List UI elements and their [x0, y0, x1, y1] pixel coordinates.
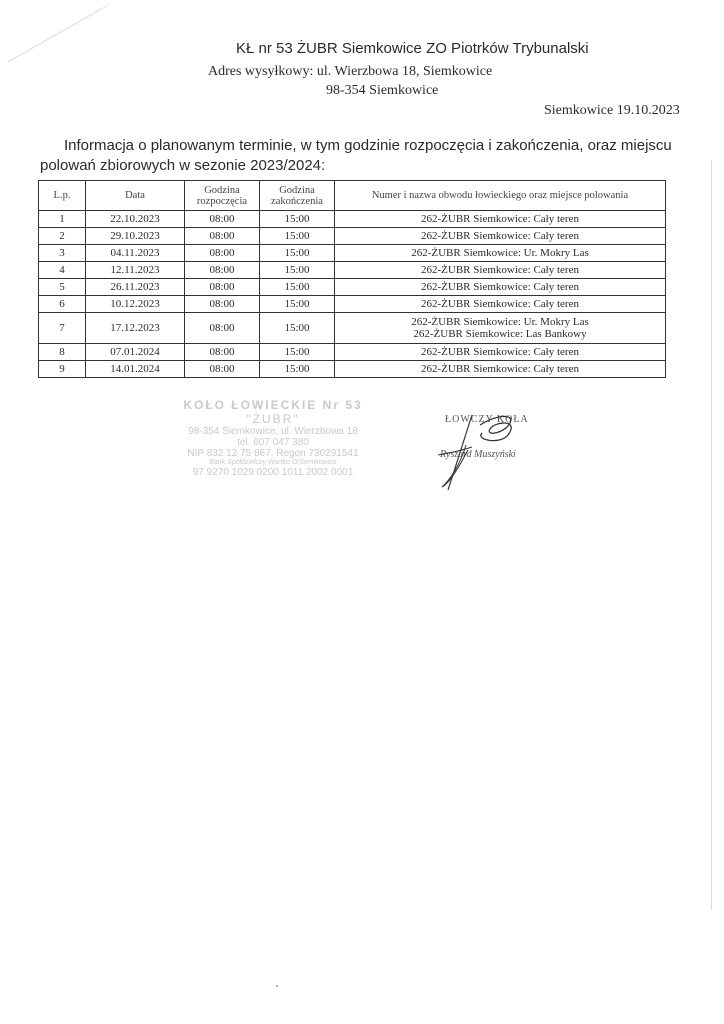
intro-paragraph: Informacja o planowanym terminie, w tym godzinie rozpoczęcia i zakończenia, oraz miejscu polowań zbiorowych w sezonie 2023/2024: [40, 137, 672, 174]
cell-lp: 5 [39, 279, 86, 296]
cell-area: 262-ŻUBR Siemkowice: Cały teren [335, 211, 666, 228]
cell-area: 262-ŻUBR Siemkowice: Cały teren [335, 228, 666, 245]
stamp-line-address: 98-354 Siemkowice, ul. Wierzbowa 18 [188, 426, 358, 437]
cell-date: 07.01.2024 [86, 344, 185, 361]
table-row [39, 279, 666, 296]
cell-date: 26.11.2023 [86, 279, 185, 296]
cell-end: 15:00 [260, 245, 335, 262]
cell-area: 262-ŻUBR Siemkowice: Cały teren [335, 344, 666, 361]
cell-end: 15:00 [260, 313, 335, 344]
cell-end: 15:00 [260, 344, 335, 361]
cell-lp: 4 [39, 262, 86, 279]
header-start-time [185, 181, 260, 211]
postal-code-city: 98-354 Siemkowice [326, 83, 439, 98]
cell-start: 08:00 [185, 245, 260, 262]
header-end-line1: Godzina [279, 184, 315, 196]
signature-title: ŁOWCZY KOŁA [445, 414, 529, 425]
scan-speck [276, 985, 278, 987]
cell-start: 08:00 [185, 228, 260, 245]
cell-area: 262-ŻUBR Siemkowice: Cały teren [335, 279, 666, 296]
cell-date: 17.12.2023 [86, 313, 185, 344]
header-start-line2: rozpoczęcia [196, 195, 248, 207]
cell-lp: 1 [39, 211, 86, 228]
table-row [39, 211, 666, 228]
cell-area-multi [335, 313, 666, 344]
table-row [39, 228, 666, 245]
handwritten-signature [420, 395, 550, 495]
cell-lp: 2 [39, 228, 86, 245]
table-header-row [39, 181, 666, 211]
stamp-line-nip: NIP 832 12 75 867, Regon 730291541 [187, 448, 359, 459]
cell-area: 262-ŻUBR Siemkowice: Cały teren [335, 262, 666, 279]
cell-start: 08:00 [185, 279, 260, 296]
fold-line-decoration [8, 0, 128, 70]
signature-name: Ryszard Muszyński [440, 449, 516, 460]
club-stamp [168, 398, 378, 478]
cell-start: 08:00 [185, 296, 260, 313]
table-row [39, 313, 666, 344]
header-end-line2: zakończenia [271, 195, 323, 207]
header-area: Numer i nazwa obwodu łowieckiego oraz miejsce polowania [335, 181, 666, 211]
cell-area: 262-ŻUBR Siemkowice: Cały teren [335, 296, 666, 313]
cell-date: 29.10.2023 [86, 228, 185, 245]
document-date: Siemkowice 19.10.2023 [544, 103, 680, 118]
header-date: Data [86, 181, 185, 211]
cell-lp: 6 [39, 296, 86, 313]
cell-start: 08:00 [185, 262, 260, 279]
cell-end: 15:00 [260, 296, 335, 313]
cell-end: 15:00 [260, 279, 335, 296]
header-lp: L.p. [39, 181, 86, 211]
cell-start: 08:00 [185, 361, 260, 378]
cell-end: 15:00 [260, 228, 335, 245]
table-row [39, 344, 666, 361]
shipping-address: Adres wysyłkowy: ul. Wierzbowa 18, Siemkowice [208, 64, 493, 79]
hunt-schedule-table [38, 180, 666, 378]
cell-lp: 8 [39, 344, 86, 361]
stamp-line-name: "ŻUBR" [246, 412, 300, 426]
cell-date: 10.12.2023 [86, 296, 185, 313]
table-row [39, 361, 666, 378]
stamp-line-account: 97 9270 1029 0200 1011 2002 0001 [192, 467, 354, 478]
scan-edge-line [711, 160, 712, 910]
stamp-line-bank: Bank Spółdzielczy Wartko O/Siemkowice [209, 459, 337, 466]
header-start-line1: Godzina [204, 184, 240, 196]
cell-area-line1: 262-ŻUBR Siemkowice: Ur. Mokry Las [411, 316, 589, 328]
cell-date: 22.10.2023 [86, 211, 185, 228]
cell-start: 08:00 [185, 344, 260, 361]
table-row [39, 245, 666, 262]
cell-end: 15:00 [260, 262, 335, 279]
cell-date: 12.11.2023 [86, 262, 185, 279]
cell-start: 08:00 [185, 211, 260, 228]
club-name-heading: KŁ nr 53 ŻUBR Siemkowice ZO Piotrków Trybunalski [236, 40, 589, 57]
cell-date: 04.11.2023 [86, 245, 185, 262]
stamp-line-phone: tel. 607 047 380 [237, 437, 309, 448]
cell-end: 15:00 [260, 211, 335, 228]
cell-lp: 7 [39, 313, 86, 344]
cell-area: 262-ŻUBR Siemkowice: Cały teren [335, 361, 666, 378]
cell-start: 08:00 [185, 313, 260, 344]
table-row [39, 262, 666, 279]
stamp-line-club: KOŁO ŁOWIECKIE Nr 53 [183, 398, 363, 412]
cell-area-line2: 262-ŻUBR Siemkowice: Las Bankowy [413, 328, 587, 340]
header-end-time [260, 181, 335, 211]
cell-lp: 3 [39, 245, 86, 262]
cell-end: 15:00 [260, 361, 335, 378]
cell-date: 14.01.2024 [86, 361, 185, 378]
cell-area: 262-ŻUBR Siemkowice: Ur. Mokry Las [335, 245, 666, 262]
cell-lp: 9 [39, 361, 86, 378]
table-row [39, 296, 666, 313]
